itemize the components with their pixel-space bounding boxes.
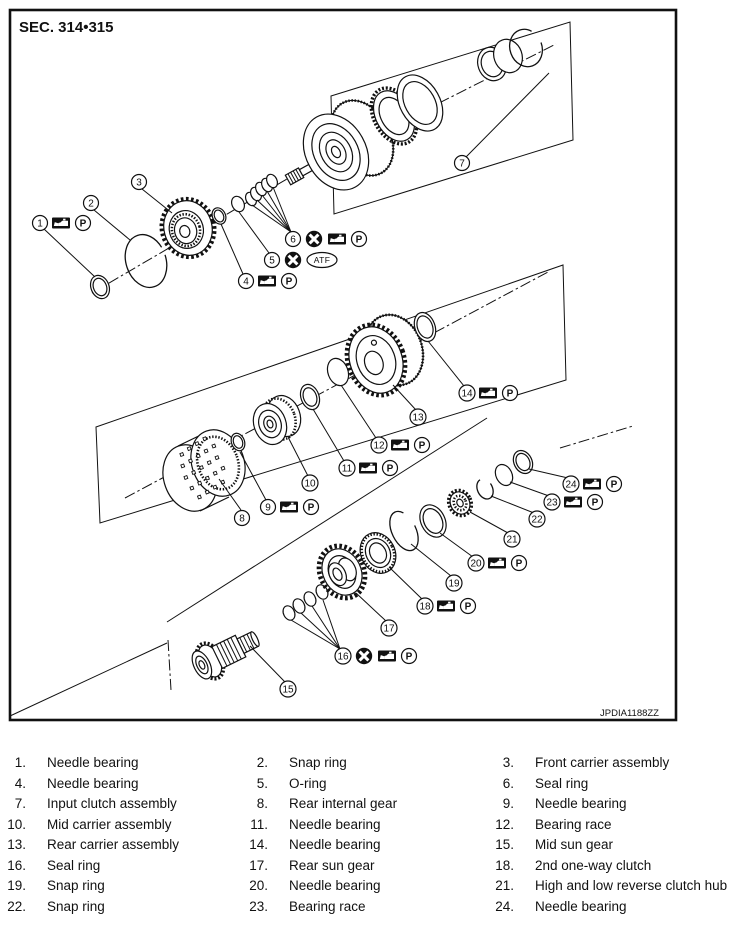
- legend-item: 16. Seal ring: [7, 857, 101, 873]
- svg-text:6: 6: [290, 234, 296, 246]
- legend-item: 12. Bearing race: [495, 816, 612, 832]
- callout-4: [239, 274, 254, 289]
- svg-text:8: 8: [239, 513, 245, 525]
- replace-cross-icon: [306, 231, 322, 247]
- legend-item: 3. Front carrier assembly: [502, 755, 670, 770]
- petroleum-jelly-icon: [461, 599, 476, 614]
- oil-can-icon: [258, 276, 276, 287]
- callout-2: [84, 196, 99, 211]
- callout-23: [544, 494, 560, 510]
- oil-can-icon: [437, 601, 455, 612]
- oil-can-icon: [280, 502, 298, 513]
- callout-17: [381, 620, 397, 636]
- legend-item: 8. Rear internal gear: [256, 796, 398, 811]
- svg-text:P: P: [285, 276, 293, 288]
- svg-text:1: 1: [37, 218, 43, 230]
- svg-text:3: 3: [136, 177, 142, 189]
- figure-image-id: JPDIA1188ZZ: [600, 708, 659, 719]
- part-21-high-low-reverse-clutch-hub: [444, 486, 475, 519]
- oil-can-icon: [328, 234, 346, 245]
- part-16-seal-rings: [281, 583, 330, 622]
- svg-text:4: 4: [243, 276, 249, 288]
- legend-item: 9. Needle bearing: [502, 796, 627, 811]
- petroleum-jelly-icon: [512, 556, 527, 571]
- svg-text:15: 15: [282, 684, 294, 696]
- part-11-needle-bearing: [297, 382, 323, 413]
- callout-8: [235, 511, 250, 526]
- callout-12: [371, 437, 387, 453]
- svg-text:P: P: [506, 388, 514, 400]
- svg-text:P: P: [355, 234, 363, 246]
- callout-15: [280, 681, 296, 697]
- callout-16: [335, 648, 351, 664]
- callout-1: [33, 216, 48, 231]
- svg-text:P: P: [79, 218, 87, 230]
- svg-text:24: 24: [565, 479, 577, 491]
- callout-24: [563, 476, 579, 492]
- part-15-mid-sun-gear: [186, 621, 265, 686]
- svg-text:5: 5: [269, 255, 275, 267]
- svg-text:P: P: [464, 601, 472, 613]
- legend-item: 7. Input clutch assembly: [14, 796, 177, 811]
- svg-text:P: P: [515, 558, 523, 570]
- replace-cross-icon: [285, 252, 301, 268]
- svg-text:18: 18: [419, 601, 431, 613]
- callout-10: [302, 475, 318, 491]
- legend-item: 19. Snap ring: [7, 878, 105, 893]
- callout-13: [410, 409, 426, 425]
- legend-item: 21. High and low reverse clutch hub: [495, 878, 728, 893]
- svg-text:9: 9: [265, 502, 271, 514]
- svg-text:11: 11: [341, 463, 353, 475]
- legend-item: 5. O-ring: [256, 775, 327, 791]
- legend-item: 1. Needle bearing: [14, 755, 139, 770]
- oil-can-icon: [583, 479, 601, 490]
- legend-item: 14. Needle bearing: [249, 837, 381, 852]
- legend-item: 4. Needle bearing: [14, 775, 139, 791]
- svg-text:17: 17: [383, 623, 395, 635]
- legend-item: 13. Rear carrier assembly: [7, 837, 180, 852]
- oil-can-icon: [378, 651, 396, 662]
- legend-item: 22. Snap ring: [7, 898, 105, 914]
- leader-lines: [44, 73, 568, 682]
- part-23-bearing-race: [492, 462, 516, 489]
- oil-can-icon: [488, 558, 506, 569]
- part-24-needle-bearing: [510, 447, 537, 476]
- petroleum-jelly-icon: [352, 232, 367, 247]
- svg-text:16: 16: [337, 651, 349, 663]
- svg-text:P: P: [386, 463, 394, 475]
- petroleum-jelly-icon: [402, 649, 417, 664]
- svg-text:21: 21: [506, 534, 518, 546]
- svg-text:22: 22: [531, 514, 543, 526]
- callout-9: [261, 500, 276, 515]
- parts-legend: [0, 756, 729, 914]
- oil-can-icon: [479, 388, 497, 399]
- callout-19: [446, 575, 462, 591]
- callout-7: [455, 156, 470, 171]
- legend-item: 11. Needle bearing: [250, 816, 381, 832]
- callout-22: [529, 511, 545, 527]
- svg-text:13: 13: [412, 412, 424, 424]
- svg-text:10: 10: [304, 478, 316, 490]
- legend-item: 10. Mid carrier assembly: [7, 816, 172, 832]
- oil-can-icon: [564, 497, 582, 508]
- petroleum-jelly-icon: [304, 500, 319, 515]
- svg-text:12: 12: [373, 440, 385, 452]
- legend-item: 2. Snap ring: [256, 755, 347, 770]
- legend-item: 17. Rear sun gear: [249, 857, 375, 873]
- part-7-clutch-plates: [362, 25, 548, 152]
- callout-21: [504, 531, 520, 547]
- oil-can-icon: [391, 440, 409, 451]
- svg-text:20: 20: [470, 558, 482, 570]
- callout-3: [132, 175, 147, 190]
- petroleum-jelly-icon: [76, 216, 91, 231]
- legend-item: 15. Mid sun gear: [495, 837, 614, 852]
- svg-text:19: 19: [448, 578, 460, 590]
- svg-text:23: 23: [546, 497, 558, 509]
- svg-text:ATF: ATF: [313, 255, 331, 265]
- oil-can-icon: [359, 463, 377, 474]
- callout-balloons: [33, 156, 580, 698]
- svg-text:P: P: [307, 502, 315, 514]
- callout-14: [459, 385, 475, 401]
- part-10-mid-carrier-assembly: [248, 391, 306, 449]
- petroleum-jelly-icon: [282, 274, 297, 289]
- section-title: SEC. 314•315: [19, 19, 114, 36]
- callout-18: [417, 598, 433, 614]
- legend-item: 23. Bearing race: [249, 898, 366, 914]
- svg-text:7: 7: [459, 158, 465, 170]
- callout-6: [286, 232, 301, 247]
- part-3-front-carrier-assembly: [155, 193, 220, 262]
- svg-text:P: P: [405, 651, 413, 663]
- legend-item: 6. Seal ring: [502, 775, 589, 791]
- callout-20: [468, 555, 484, 571]
- legend-item: 20. Needle bearing: [249, 878, 381, 893]
- part-1-needle-bearing: [87, 273, 113, 302]
- petroleum-jelly-icon: [503, 386, 518, 401]
- legend-item: 18. 2nd one-way clutch: [495, 857, 652, 873]
- svg-text:P: P: [418, 440, 426, 452]
- petroleum-jelly-icon: [588, 495, 603, 510]
- legend-item: 24. Needle bearing: [495, 898, 627, 914]
- petroleum-jelly-icon: [415, 438, 430, 453]
- petroleum-jelly-icon: [383, 461, 398, 476]
- atf-icon: [307, 253, 337, 268]
- replace-cross-icon: [356, 648, 372, 664]
- part-22-snap-ring: [474, 476, 497, 501]
- petroleum-jelly-icon: [607, 477, 622, 492]
- svg-text:2: 2: [88, 198, 94, 210]
- svg-text:P: P: [610, 479, 618, 491]
- part-20-needle-bearing: [415, 500, 451, 541]
- svg-text:P: P: [591, 497, 599, 509]
- svg-text:14: 14: [461, 388, 473, 400]
- callout-5: [265, 253, 280, 268]
- callout-11: [339, 460, 355, 476]
- oil-can-icon: [52, 218, 70, 229]
